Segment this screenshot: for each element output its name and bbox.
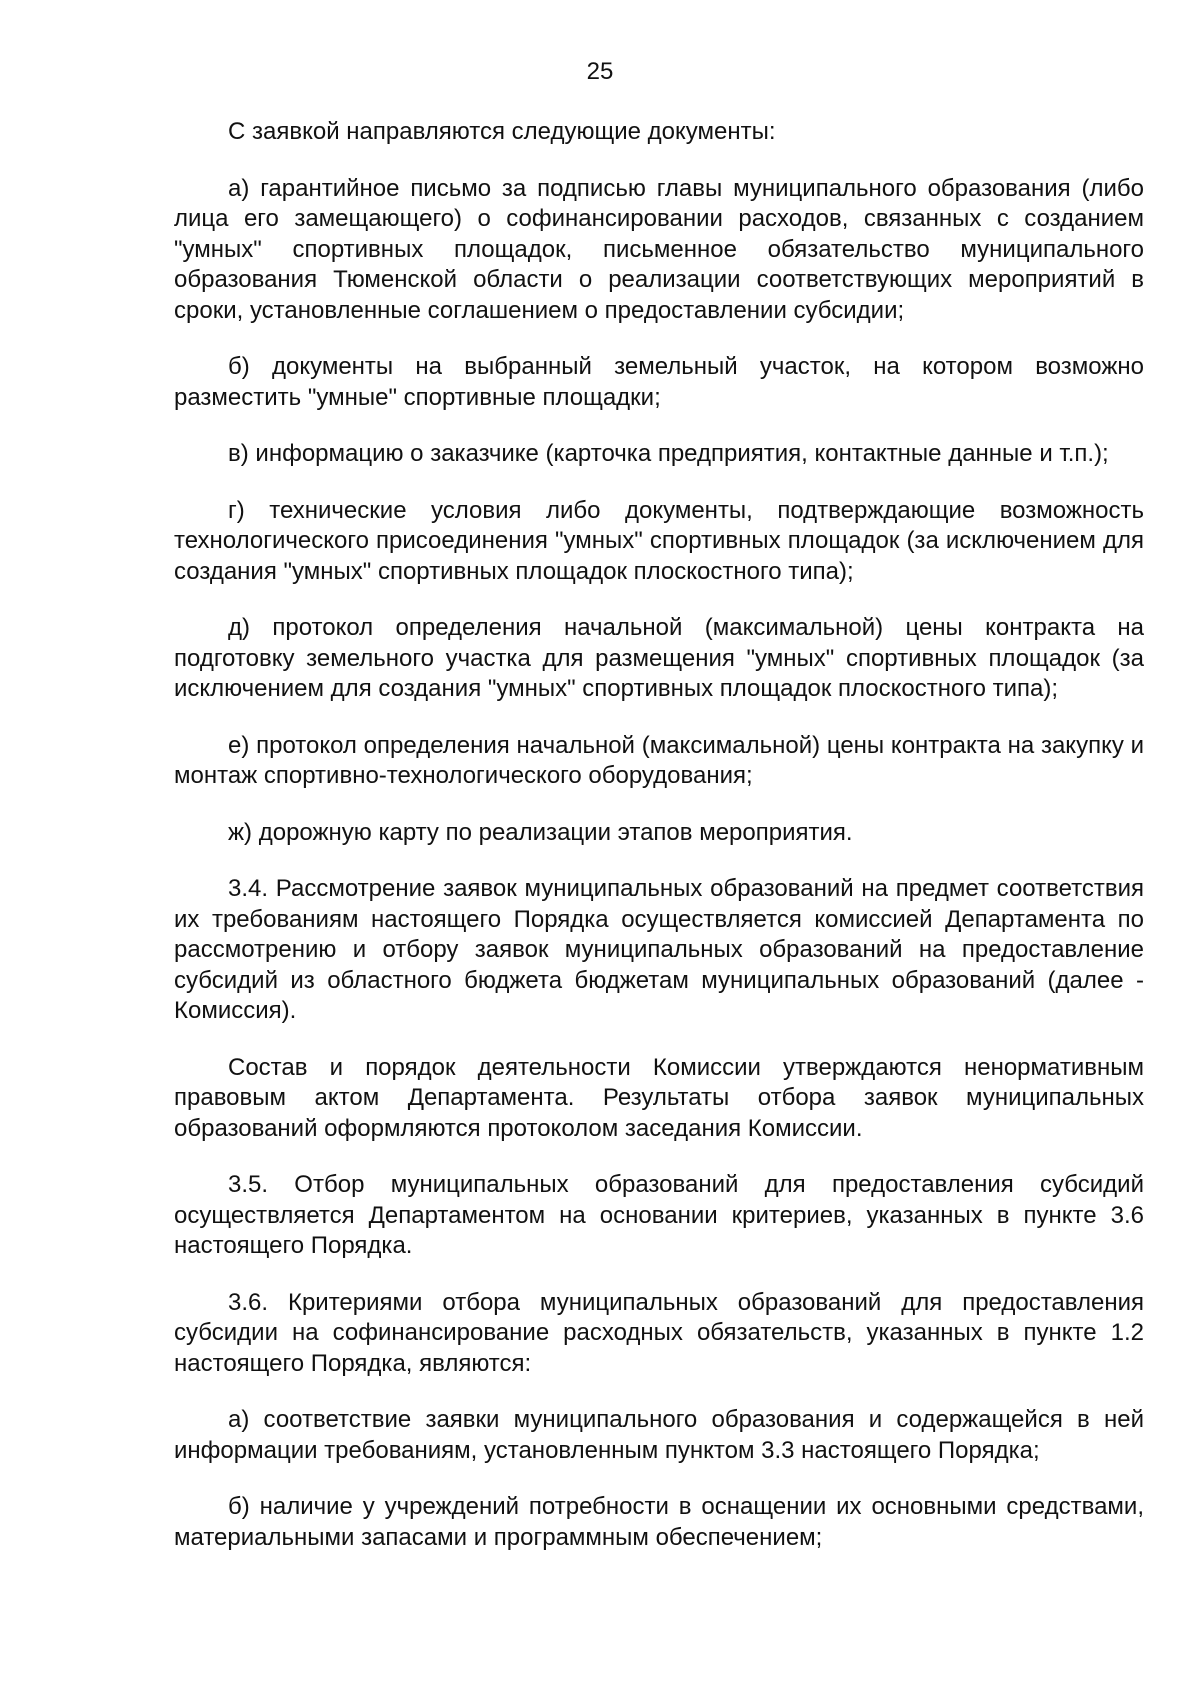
paragraph-commission: Состав и порядок деятельности Комиссии утверждаются ненормативным правовым актом Департамента. Результаты отбора заявок муниципальных образований оформляются протоколом заседания Комиссии. [174,1053,1144,1142]
page-number: 25 [586,58,614,85]
paragraph-item-d: д) протокол определения начальной (максимальной) цены контракта на подготовку земельного участка для размещения "умных" спортивных площадок (за исключением для создания "умных" спортивных площадок плоскостного типа); [174,614,1144,702]
paragraph-item-zh: ж) дорожную карту по реализации этапов мероприятия. [228,818,853,846]
paragraph-intro: С заявкой направляются следующие документы: [228,118,776,145]
paragraph-criterion-a: а) соответствие заявки муниципального образования и содержащейся в ней информации требованиям, установленным пунктом 3.3 настоящего Порядка; [174,1406,1144,1464]
paragraph-item-g: г) технические условия либо документы, подтверждающие возможность технологического присоединения "умных" спортивных площадок (за исключением для создания "умных" спортивных площадок плоскостного типа); [174,496,1144,585]
paragraph-criterion-b: б) наличие у учреждений потребности в оснащении их основными средствами, материальными запасами и программным обеспечением; [174,1493,1144,1551]
paragraph-section-3-5: 3.5. Отбор муниципальных образований для предоставления субсидий осуществляется Департаментом на основании критериев, указанных в пункте 3.6 настоящего Порядка. [174,1171,1144,1259]
paragraph-section-3-4: 3.4. Рассмотрение заявок муниципальных образований на предмет соответствия их требованиям настоящего Порядка осуществляется комиссией Департамента по рассмотрению и отбору заявок муниципальных образований на предоставление субсидий из областного бюджета бюджетам муниципальных образований (далее - Комиссия). [174,875,1144,1024]
paragraph-section-3-6: 3.6. Критериями отбора муниципальных образований для предоставления субсидии на софинансирование расходных обязательств, указанных в пункте 1.2 настоящего Порядка, являются: [174,1288,1144,1377]
paragraph-item-e: е) протокол определения начальной (максимальной) цены контракта на закупку и монтаж спортивно-технологического оборудования; [174,731,1144,789]
document-body [174,117,1144,1579]
paragraph-item-a: а) гарантийное письмо за подписью главы муниципального образования (либо лица его замещающего) о софинансировании расходов, связанных с созданием "умных" спортивных площадок, письменное обязательство муниципального образования Тюменской области о реализации соответствующих мероприятий в сроки, установленные соглашением о предоставлении субсидии; [174,174,1144,324]
paragraph-item-b: б) документы на выбранный земельный участок, на котором возможно разместить "умные" спортивные площадки; [174,353,1144,411]
paragraph-item-v: в) информацию о заказчике (карточка предприятия, контактные данные и т.п.); [228,440,1109,467]
